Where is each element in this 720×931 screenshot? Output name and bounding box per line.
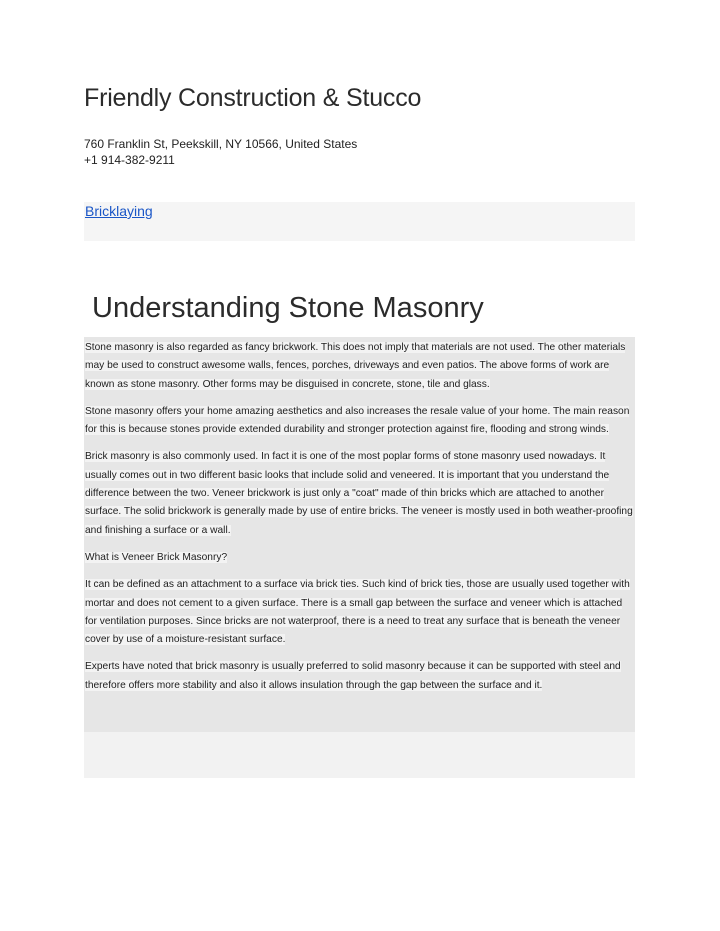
article-paragraph bbox=[85, 339, 633, 394]
article-title: Understanding Stone Masonry bbox=[92, 292, 484, 324]
article-subheading bbox=[85, 549, 633, 567]
paragraph-text: Stone masonry is also regarded as fancy brickwork. This does not imply that materials are not used. The other materials may be used to construct awesome walls, fences, porches, driveways and even patios. The above forms of work are known as stone masonry. Other forms may be disguised in concrete, stone, tile and glass. bbox=[85, 342, 626, 390]
footer-bar bbox=[84, 732, 635, 778]
subheading-text: What is Veneer Brick Masonry? bbox=[85, 551, 228, 563]
business-phone: +1 914-382-9211 bbox=[84, 153, 175, 167]
bricklaying-tag-link[interactable]: Bricklaying bbox=[85, 203, 153, 219]
article-paragraph bbox=[85, 448, 633, 539]
article-paragraph bbox=[85, 658, 633, 695]
paragraph-text: Stone masonry offers your home amazing aesthetics and also increases the resale value of your home. The main reason for this is because stones provide extended durability and stronger protection against fire, flooding and strong winds. bbox=[85, 405, 630, 436]
article-paragraph bbox=[85, 403, 633, 440]
business-address: 760 Franklin St, Peekskill, NY 10566, United States bbox=[84, 137, 358, 151]
tag-bar bbox=[84, 202, 635, 241]
business-name: Friendly Construction & Stucco bbox=[84, 84, 422, 112]
paragraph-text: Experts have noted that brick masonry is usually preferred to solid masonry because it can be supported with steel and therefore offers more stability and also it allows insulation through the gap between the surface and it. bbox=[85, 661, 621, 691]
article-paragraph bbox=[85, 576, 633, 649]
paragraph-text: Brick masonry is also commonly used. In fact it is one of the most poplar forms of stone masonry used nowadays. It usually comes out in two different basic looks that include solid and veneered. It is important that you understand the difference between the two. Veneer brickwork is just only a "coat" made of thin bricks which are attached to another surface. The solid brickwork is generally made by use of entire bricks. The veneer is mostly used in both weather-proofing and finishing a surface or a wall. bbox=[85, 451, 633, 536]
paragraph-text: It can be defined as an attachment to a surface via brick ties. Such kind of brick ties, those are usually used together with mortar and does not cement to a given surface. There is a small gap between the surface and veneer which is attached for ventilation purposes. Since bricks are not waterproof, there is a need to treat any surface that is beneath the veneer cover by use of a moisture-resistant surface. bbox=[85, 579, 630, 646]
article-body bbox=[84, 337, 635, 732]
